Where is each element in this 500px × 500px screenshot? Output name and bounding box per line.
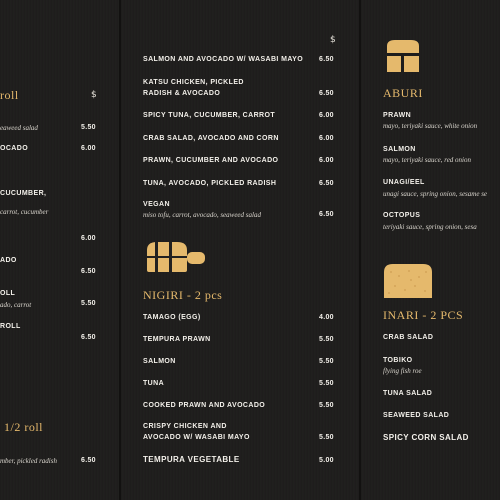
item-price: 6.50 — [81, 457, 96, 464]
item-name: TOBIKO — [383, 357, 413, 364]
item-price: 6.50 — [81, 334, 96, 341]
item-description: mayo, teriyaki sauce, red onion — [383, 156, 471, 164]
item-name: CRISPY CHICKEN AND — [143, 423, 227, 430]
item-description: miso tofu, carrot, avocado, seaweed salad — [143, 211, 261, 219]
item-name-line2: AVOCADO W/ WASABI MAYO — [143, 434, 250, 441]
item-name: OCTOPUS — [383, 212, 421, 219]
aburi-icon — [383, 38, 423, 74]
item-name: ADO — [0, 257, 17, 264]
item-price: 6.50 — [319, 211, 334, 218]
nigiri-icon — [143, 240, 215, 274]
item-name: CRAB SALAD — [383, 334, 434, 341]
item-description: teriyaki sauce, spring onion, sesa — [383, 223, 477, 231]
item-description: ado, carrot — [0, 301, 32, 309]
item-name: KATSU CHICKEN, PICKLED — [143, 79, 244, 86]
price-column-header: $ — [330, 35, 336, 45]
item-name: TEMPURA PRAWN — [143, 336, 211, 343]
item-name: CUCUMBER, — [0, 190, 47, 197]
item-name: OCADO — [0, 145, 29, 152]
item-name: COOKED PRAWN AND AVOCADO — [143, 402, 266, 409]
item-name: SPICY TUNA, CUCUMBER, CARROT — [143, 112, 276, 119]
item-price: 5.50 — [81, 124, 96, 131]
item-description: mber, pickled radish — [0, 457, 57, 465]
item-name: VEGAN — [143, 201, 170, 208]
item-name: SALMON — [383, 146, 416, 153]
item-price: 6.00 — [81, 145, 96, 152]
item-name: TUNA, AVOCADO, PICKLED RADISH — [143, 180, 277, 187]
item-name: SALMON — [143, 358, 176, 365]
item-description: unagi sauce, spring onion, sesame se — [383, 190, 488, 198]
item-description: carrot, cucumber — [0, 208, 49, 216]
section-heading-nigiri: NIGIRI - 2 pcs — [143, 288, 223, 302]
item-name: ROLL — [0, 323, 21, 330]
item-name: UNAGI/EEL — [383, 179, 425, 186]
section-heading-aburi: ABURI — [383, 86, 423, 100]
item-price: 6.00 — [319, 157, 334, 164]
item-price: 4.00 — [319, 314, 334, 321]
item-name: PRAWN — [383, 112, 412, 119]
item-price: 5.50 — [81, 300, 96, 307]
item-name: SALMON AND AVOCADO W/ WASABI MAYO — [143, 56, 304, 63]
item-name: CRAB SALAD, AVOCADO AND CORN — [143, 135, 279, 142]
item-price: 5.50 — [319, 358, 334, 365]
item-price: 6.50 — [319, 56, 334, 63]
menu-panel-left — [0, 0, 120, 500]
item-description: flying fish roe — [383, 367, 422, 375]
item-name: OLL — [0, 290, 16, 297]
item-price: 6.50 — [81, 268, 96, 275]
item-price: 6.00 — [319, 112, 334, 119]
price-column-header: $ — [91, 90, 97, 100]
menu-panel-center — [121, 0, 359, 500]
item-price: 5.50 — [319, 336, 334, 343]
item-price: 6.00 — [319, 135, 334, 142]
section-heading-roll: roll — [0, 88, 19, 102]
item-price: 5.50 — [319, 380, 334, 387]
item-name: SPICY CORN SALAD — [383, 433, 469, 442]
item-name: PRAWN, CUCUMBER AND AVOCADO — [143, 157, 279, 164]
item-price: 6.00 — [81, 235, 96, 242]
item-description: eaweed salad — [0, 124, 38, 132]
item-description: mayo, teriyaki sauce, white onion — [383, 122, 478, 130]
section-heading-inari: INARI - 2 PCS — [383, 308, 464, 322]
item-price: 5.00 — [319, 457, 334, 464]
inari-icon — [381, 262, 435, 300]
item-price: 6.50 — [319, 90, 334, 97]
item-name: TAMAGO (EGG) — [143, 314, 201, 321]
item-price: 6.50 — [319, 180, 334, 187]
item-price: 5.50 — [319, 402, 334, 409]
section-heading-half-roll: 1/2 roll — [4, 420, 43, 434]
item-name: TUNA — [143, 380, 165, 387]
item-name: TEMPURA VEGETABLE — [143, 455, 240, 464]
item-name: TUNA SALAD — [383, 390, 433, 397]
item-price: 5.50 — [319, 434, 334, 441]
menu-panel-right — [361, 0, 500, 500]
item-name: SEAWEED SALAD — [383, 412, 450, 419]
item-name-line2: RADISH & AVOCADO — [143, 90, 221, 97]
